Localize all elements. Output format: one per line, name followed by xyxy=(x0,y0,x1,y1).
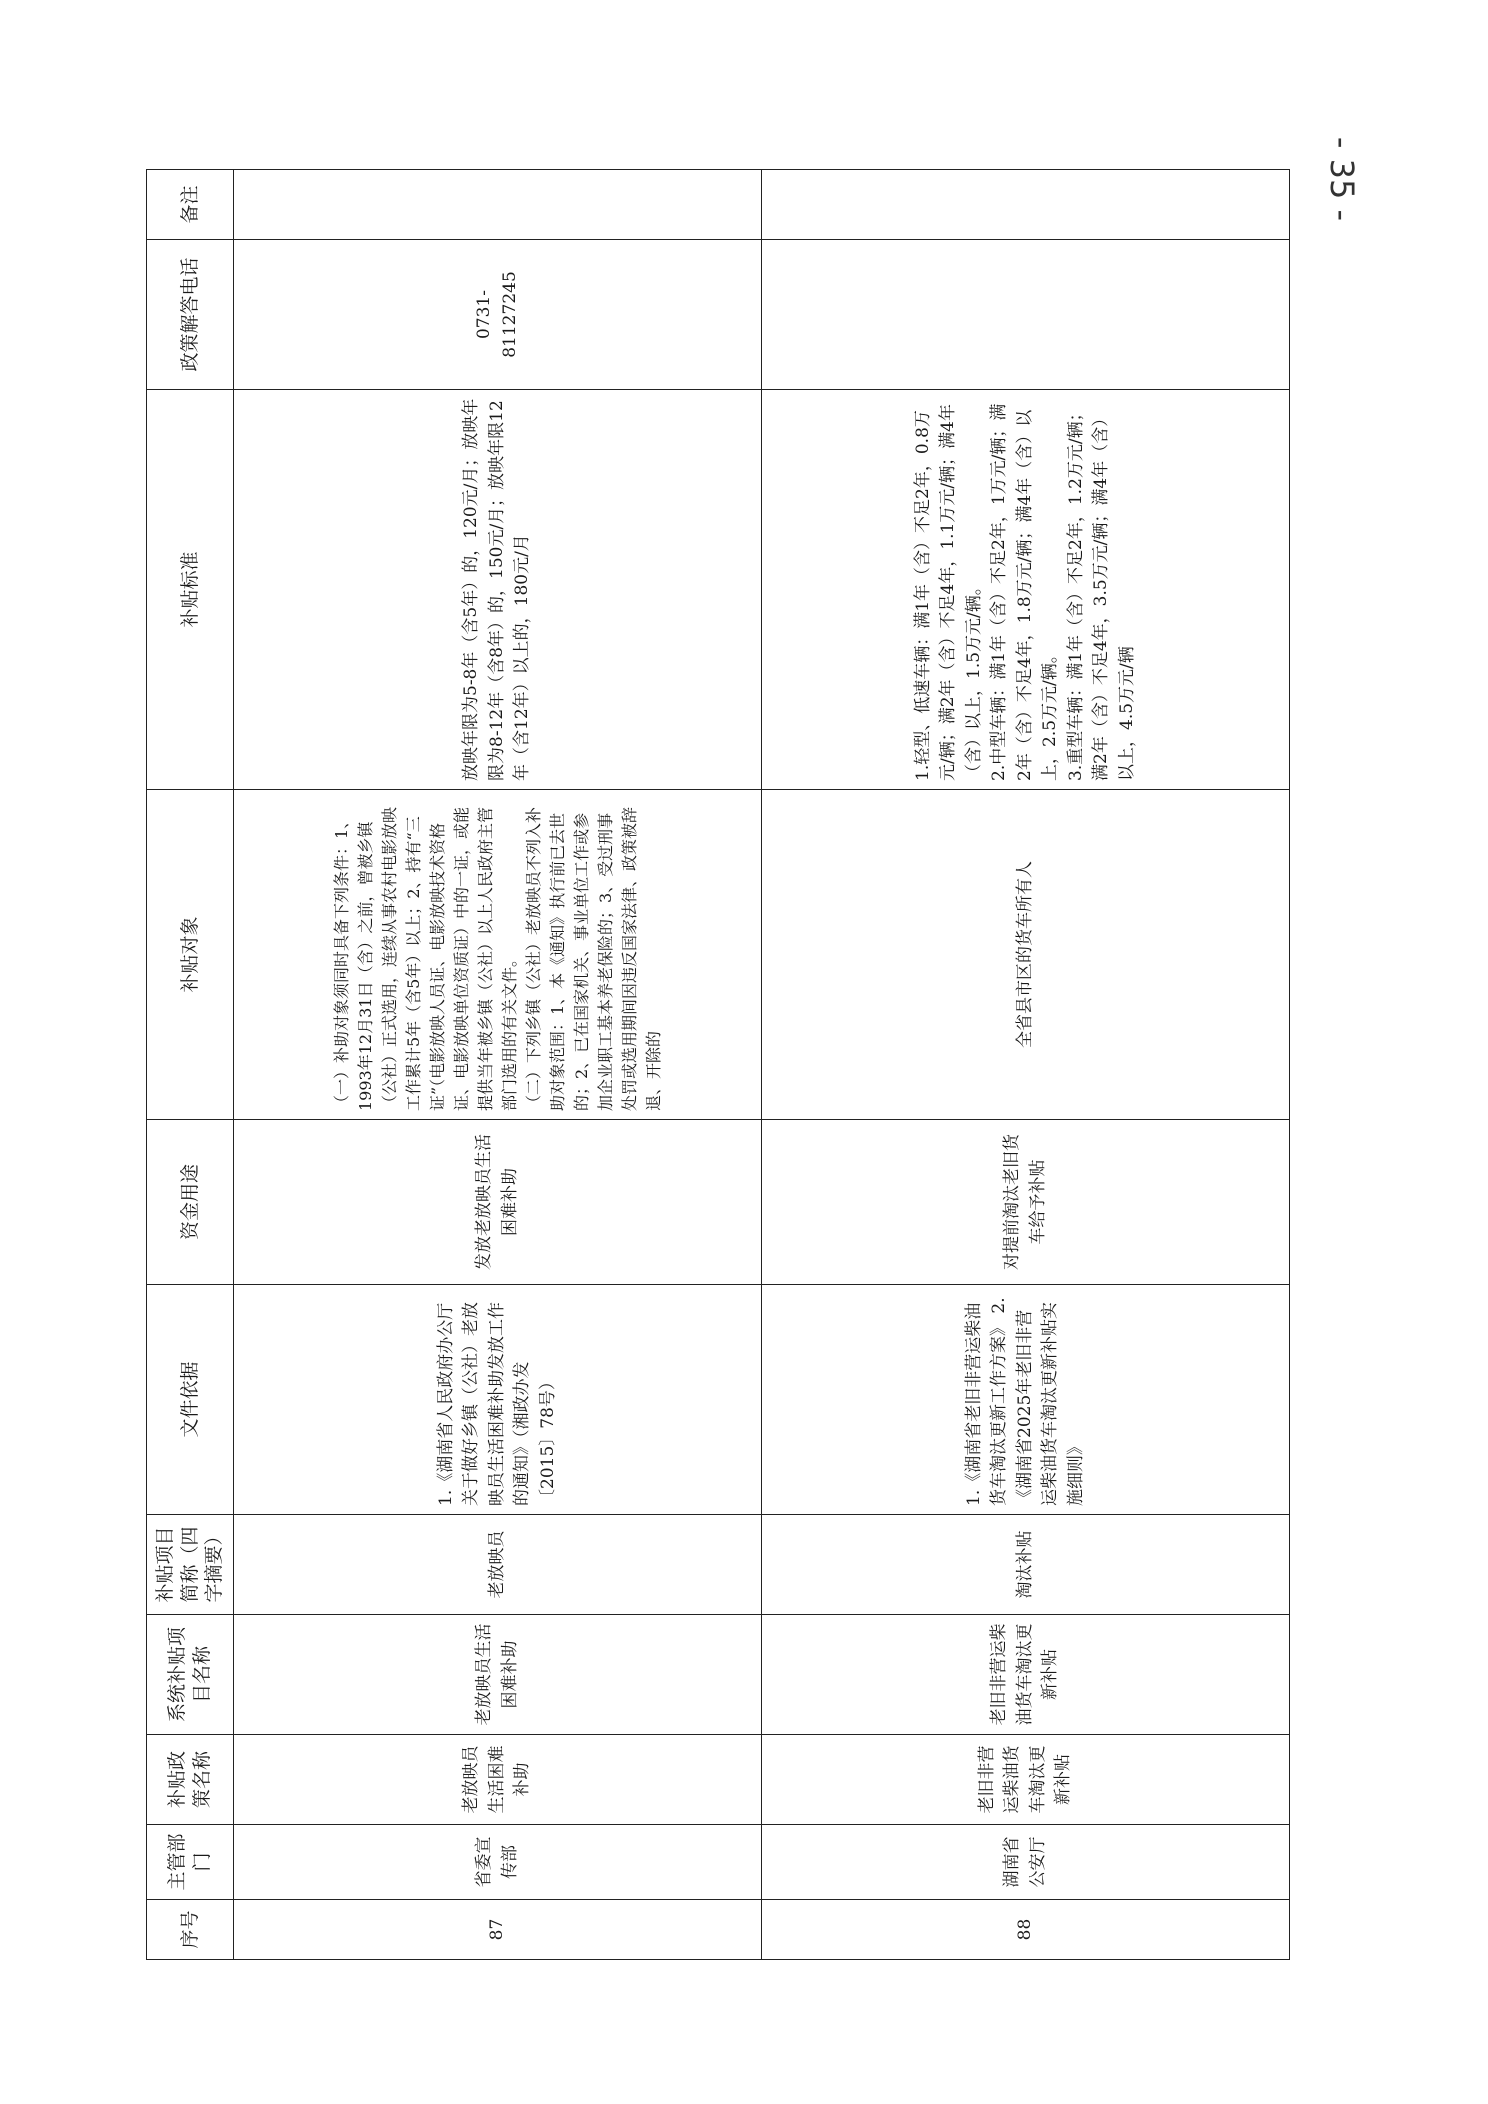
header-seq: 序号 xyxy=(147,1900,234,1960)
cell-usage: 发放老放映员生活困难补助 xyxy=(234,1120,762,1285)
table-row xyxy=(234,170,762,1960)
cell-usage: 对提前淘汰老旧货车给予补贴 xyxy=(762,1120,1290,1285)
header-usage: 资金用途 xyxy=(147,1120,234,1285)
header-target: 补贴对象 xyxy=(147,790,234,1120)
standard-paragraph: 3.重型车辆：满1年（含）不足2年，1.2万元/辆；满2年（含）不足4年，3.5万元/辆；满4年（含）以上，4.5万元/辆 xyxy=(1065,404,1137,781)
cell-standard xyxy=(234,390,762,790)
cell-policy: 老放映员生活困难补助 xyxy=(234,1735,762,1825)
cell-basis: 1.《湖南省人民政府办公厅关于做好乡镇（公社）老放映员生活困难补助发放工作的通知》（湘政办发〔2015〕78号） xyxy=(234,1285,762,1515)
cell-target xyxy=(762,790,1290,1120)
cell-seq: 87 xyxy=(234,1900,762,1960)
page-number: - 35 - xyxy=(1323,136,1362,222)
cell-policy: 老旧非营运柴油货车淘汰更新补贴 xyxy=(762,1735,1290,1825)
header-system-item: 系统补贴项目名称 xyxy=(147,1615,234,1735)
target-paragraph: （二）下列乡镇（公社）老放映员不列入补助对象范围：1、本《通知》执行前已去世的；2、已在国家机关、事业单位工作或参加企业职工基本养老保险的；3、受过刑事处罚或选用期间因违反国家法律、政策被辞退、开除的 xyxy=(523,806,663,1111)
header-standard: 补贴标准 xyxy=(147,390,234,790)
header-dept: 主管部门 xyxy=(147,1825,234,1900)
standard-paragraph: 放映年限为5-8年（含5年）的，120元/月；放映年限为8-12年（含8年）的，150元/月；放映年限12年（含12年）以上的，180元/月 xyxy=(461,398,533,781)
table-row xyxy=(762,170,1290,1960)
standard-paragraph: 2.中型车辆：满1年（含）不足2年，1万元/辆；满2年（含）不足4年，1.8万元/辆；满4年（含）以上，2.5万元/辆。 xyxy=(989,403,1061,781)
header-phone: 政策解答电话 xyxy=(147,240,234,390)
target-paragraph: 全省县市区的货车所有人 xyxy=(1014,861,1035,1048)
subsidy-policy-table xyxy=(146,169,1290,1960)
cell-system-item: 老旧非营运柴油货车淘汰更新补贴 xyxy=(762,1615,1290,1735)
header-abbr: 补贴项目简称（四字摘要） xyxy=(147,1515,234,1615)
header-policy: 补贴政策名称 xyxy=(147,1735,234,1825)
cell-phone xyxy=(762,240,1290,390)
cell-abbr: 淘汰补贴 xyxy=(762,1515,1290,1615)
target-paragraph: （一）补助对象须同时具备下列条件：1、1993年12月31日（含）之前，曾被乡镇（公社）正式选用，连续从事农村电影放映工作累计5年（含5年）以上；2、持有“三证”（电影放映人员证、电影放映技术资格证、电影放映单位资质证）中的一证，或能提供当年被乡镇（公社）以上人民政府主管部门选用的有关文件。 xyxy=(331,806,519,1111)
cell-phone: 0731-81127245 xyxy=(234,240,762,390)
cell-remark xyxy=(234,170,762,240)
cell-basis: 1.《湖南省老旧非营运柴油货车淘汰更新工作方案》 2.《湖南省2025年老旧非营运柴油货车淘汰更新补贴实施细则》 xyxy=(762,1285,1290,1515)
cell-standard xyxy=(762,390,1290,790)
cell-system-item: 老放映员生活困难补助 xyxy=(234,1615,762,1735)
cell-abbr: 老放映员 xyxy=(234,1515,762,1615)
cell-remark xyxy=(762,170,1290,240)
cell-dept: 省委宣传部 xyxy=(234,1825,762,1900)
standard-paragraph: 1.轻型、低速车辆：满1年（含）不足2年，0.8万元/辆；满2年（含）不足4年，1.1万元/辆；满4年（含）以上，1.5万元/辆。 xyxy=(912,404,984,781)
header-remark: 备注 xyxy=(147,170,234,240)
cell-target xyxy=(234,790,762,1120)
cell-seq: 88 xyxy=(762,1900,1290,1960)
cell-dept: 湖南省公安厅 xyxy=(762,1825,1290,1900)
header-basis: 文件依据 xyxy=(147,1285,234,1515)
header-row xyxy=(147,170,234,1960)
